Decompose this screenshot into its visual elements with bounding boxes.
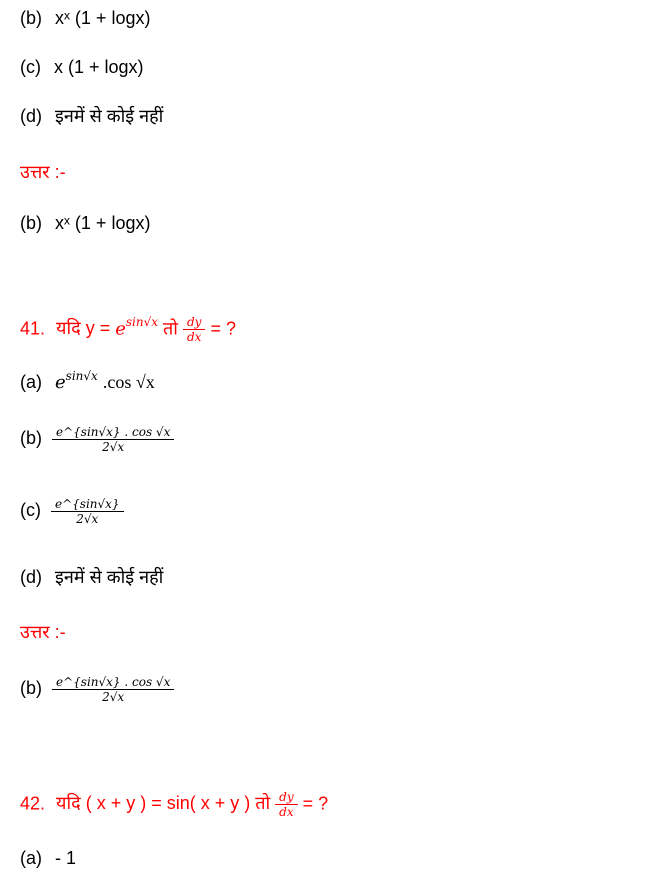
frac-den: 2√x xyxy=(76,512,99,526)
option-label: (b) xyxy=(20,678,42,699)
option-label: (c) xyxy=(20,57,41,77)
option-c-line xyxy=(20,55,144,79)
option-text: इनमें से कोई नहीं xyxy=(55,567,164,587)
answer-label: उत्तर :- xyxy=(20,622,66,642)
answer-option-line xyxy=(20,211,150,235)
frac-den: dx xyxy=(186,330,202,344)
answer-option-41 xyxy=(20,675,174,704)
option-text: xˣ (1 + logx) xyxy=(55,213,151,233)
answer-heading xyxy=(20,620,66,644)
question-number: 42. xyxy=(20,793,46,814)
frac-den: 2√x xyxy=(102,440,125,454)
frac-num: dy xyxy=(275,790,297,805)
frac-num: dy xyxy=(183,315,205,330)
option-41d xyxy=(20,565,163,589)
question-42 xyxy=(20,790,328,819)
option-text: - 1 xyxy=(55,848,77,868)
exp-power: sin√x xyxy=(125,315,159,330)
frac-den: dx xyxy=(279,805,294,819)
option-41c xyxy=(20,497,124,526)
exp-base: e xyxy=(55,372,66,393)
option-label: (b) xyxy=(20,8,42,28)
option-label: (a) xyxy=(20,372,42,392)
exp-power: sin√x xyxy=(65,369,98,383)
option-text: इनमें से कोई नहीं xyxy=(55,106,164,126)
option-41a xyxy=(20,370,155,396)
frac-num: e^{sin√x} . cos √x xyxy=(52,675,174,690)
option-fraction xyxy=(52,675,174,704)
frac-den: 2√x xyxy=(102,690,125,704)
option-42a xyxy=(20,846,76,870)
question-mid: तो xyxy=(158,318,183,339)
question-prefix: यदि y = xyxy=(56,318,116,339)
derivative-fraction xyxy=(275,790,297,819)
option-41b xyxy=(20,425,174,454)
option-rest: .cos √x xyxy=(102,372,155,392)
option-label: (a) xyxy=(20,848,42,868)
option-fraction xyxy=(52,425,174,454)
question-number: 41. xyxy=(20,318,46,339)
option-label: (b) xyxy=(20,213,42,233)
option-text: xˣ (1 + logx) xyxy=(55,8,151,28)
exp-base: e xyxy=(115,318,126,340)
option-text: x (1 + logx) xyxy=(54,57,144,77)
answer-label: उत्तर :- xyxy=(20,162,66,182)
option-label: (c) xyxy=(20,500,41,521)
question-prefix: यदि ( x + y ) = sin( x + y ) तो xyxy=(56,793,276,814)
option-label: (b) xyxy=(20,428,42,449)
option-label: (d) xyxy=(20,567,42,587)
answer-heading xyxy=(20,160,66,184)
derivative-fraction xyxy=(183,315,205,344)
question-suffix: = ? xyxy=(297,793,329,814)
option-d-line xyxy=(20,104,163,128)
frac-num: e^{sin√x} xyxy=(51,497,124,512)
question-41 xyxy=(20,315,236,344)
option-b-line xyxy=(20,6,150,30)
option-fraction xyxy=(51,497,124,526)
question-suffix: = ? xyxy=(205,318,236,339)
option-label: (d) xyxy=(20,106,42,126)
frac-num: e^{sin√x} . cos √x xyxy=(52,425,174,440)
